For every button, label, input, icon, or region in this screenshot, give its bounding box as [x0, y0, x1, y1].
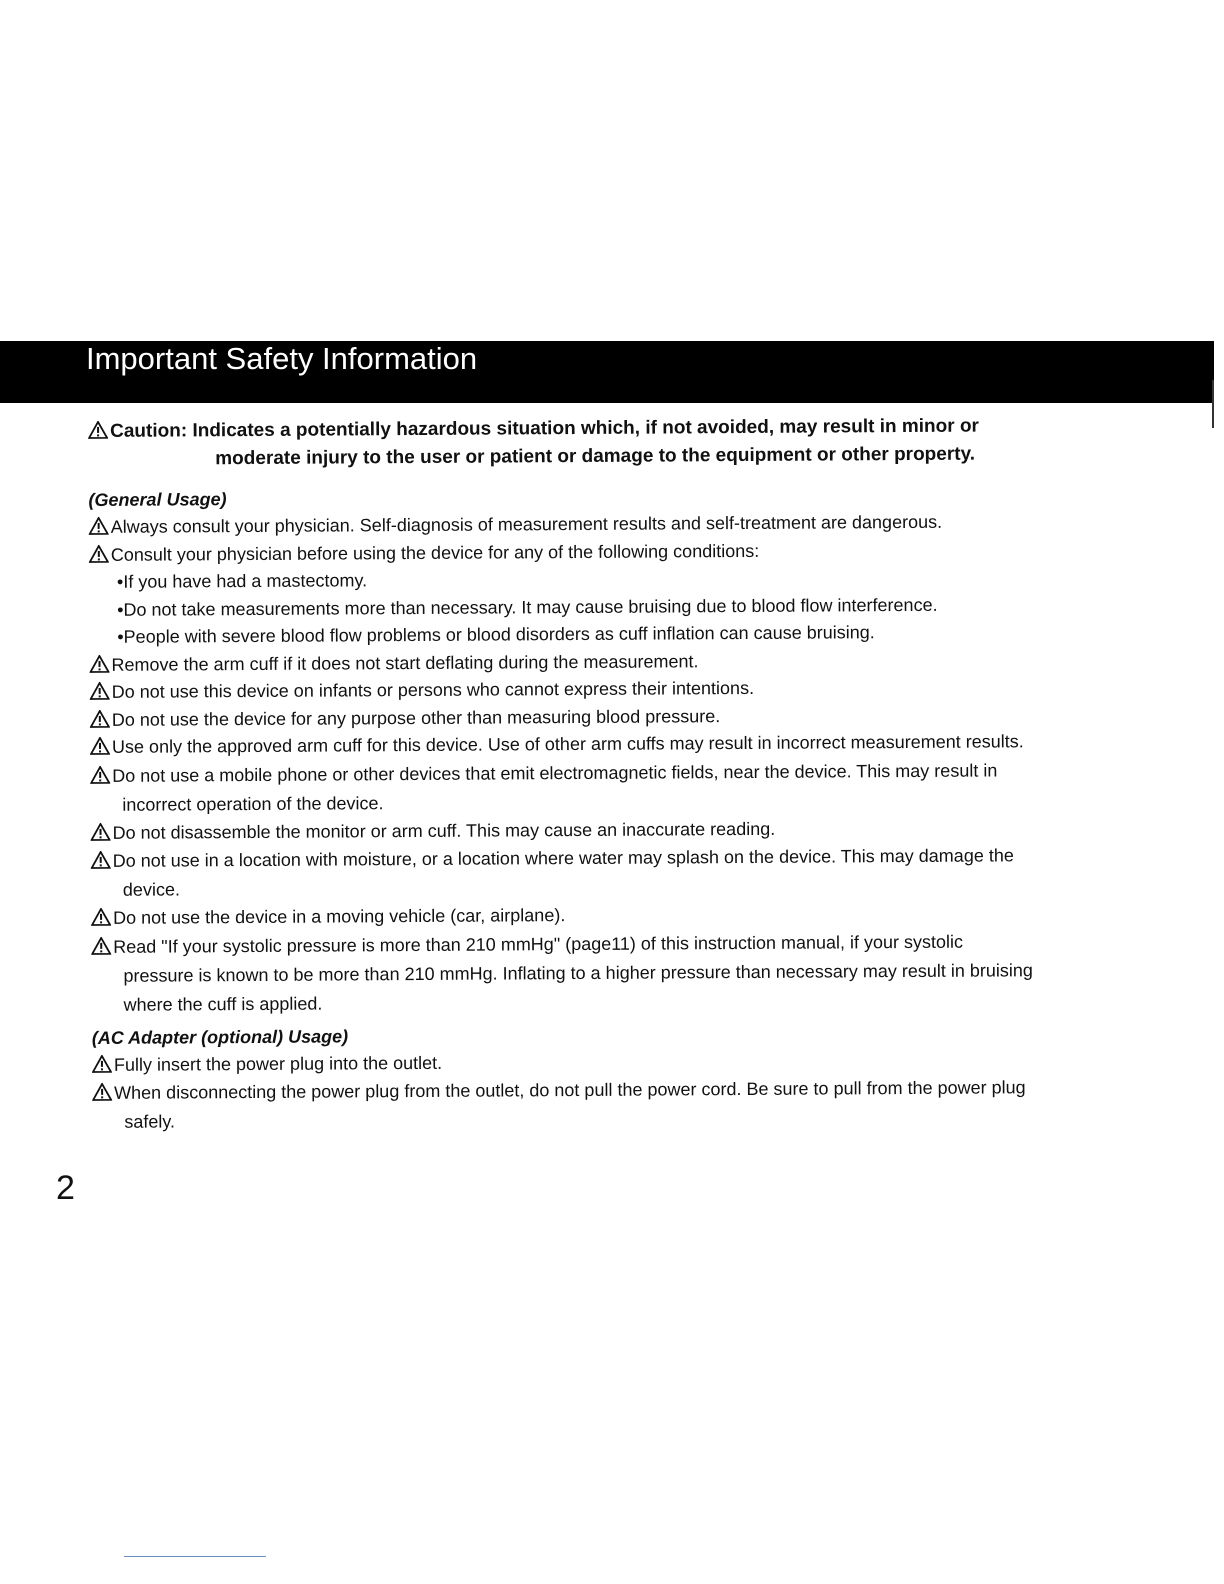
list-item: Read "If your systolic pressure is more than 210 mmHg" (page11) of this instruction manual, if your systolic pressure is known to be more than 210 mmHg. Inflating to a higher pressure than necessary may result in bruising where the cuff is applied. [91, 926, 1182, 1020]
list-item: Use only the approved arm cuff for this device. Use of other arm cuffs may result in incorrect measurement results. [90, 727, 1180, 761]
list-item: Do not use a mobile phone or other devices that emit electromagnetic fields, near the device. This may result in incorrect operation of the device. [90, 755, 1180, 820]
list-item: Do not disassemble the monitor or arm cuff. This may cause an inaccurate reading. [90, 813, 1180, 847]
safety-content [88, 411, 1182, 1137]
warning-triangle-icon [92, 1054, 112, 1072]
warning-triangle-icon [90, 709, 110, 727]
warning-triangle-icon [89, 544, 109, 562]
list-item: Consult your physician before using the device for any of the following conditions: [89, 535, 1179, 569]
general-usage-heading: (General Usage) [88, 489, 227, 510]
caution-text-line2: moderate injury to the user or patient or damage to the equipment or other property. [215, 443, 976, 470]
condition-bullet: •People with severe blood flow problems or blood disorders as cuff inflation can cause bruising. [117, 622, 875, 647]
list-item: When disconnecting the power plug from the outlet, do not pull the power cord. Be sure to pull from the power plug safely. [92, 1072, 1182, 1137]
warning-triangle-icon [90, 765, 110, 783]
warning-triangle-icon [90, 737, 110, 755]
warning-triangle-icon [92, 1083, 112, 1101]
scan-edge-mark [1212, 380, 1214, 428]
warning-triangle-icon [91, 851, 111, 869]
warning-triangle-icon [89, 517, 109, 535]
condition-bullet: •Do not take measurements more than necessary. It may cause bruising due to blood flow interference. [117, 594, 938, 620]
caution-text-line1: Indicates a potentially hazardous situation which, if not avoided, may result in minor or [192, 415, 979, 442]
footer-rule [124, 1556, 266, 1557]
page-title: Important Safety Information [86, 341, 478, 376]
list-item: Do not use in a location with moisture, or a location where water may splash on the device. This may damage the device. [91, 840, 1181, 905]
list-item: Do not use the device in a moving vehicle (car, airplane). [91, 898, 1181, 932]
section-title-bar [0, 341, 1214, 403]
page-number: 2 [56, 1169, 75, 1207]
list-item: Fully insert the power plug into the outlet. [92, 1045, 1182, 1079]
warning-triangle-icon [90, 822, 110, 840]
list-item: Do not use the device for any purpose other than measuring blood pressure. [90, 700, 1180, 734]
ac-adapter-heading: (AC Adapter (optional) Usage) [91, 1025, 349, 1048]
warning-triangle-icon [91, 936, 111, 954]
warning-triangle-icon [91, 908, 111, 926]
caution-definition [88, 411, 1178, 474]
list-item: Remove the arm cuff if it does not start deflating during the measurement. [89, 645, 1179, 679]
warning-triangle-icon [89, 654, 109, 672]
list-item: Do not use this device on infants or persons who cannot express their intentions. [90, 672, 1180, 706]
list-item: Always consult your physician. Self-diagnosis of measurement results and self-treatment are dangerous. [89, 507, 1179, 541]
warning-triangle-icon [88, 421, 108, 439]
caution-label: Caution: [110, 420, 188, 442]
warning-triangle-icon [90, 682, 110, 700]
condition-bullet: •If you have had a mastectomy. [116, 570, 368, 592]
